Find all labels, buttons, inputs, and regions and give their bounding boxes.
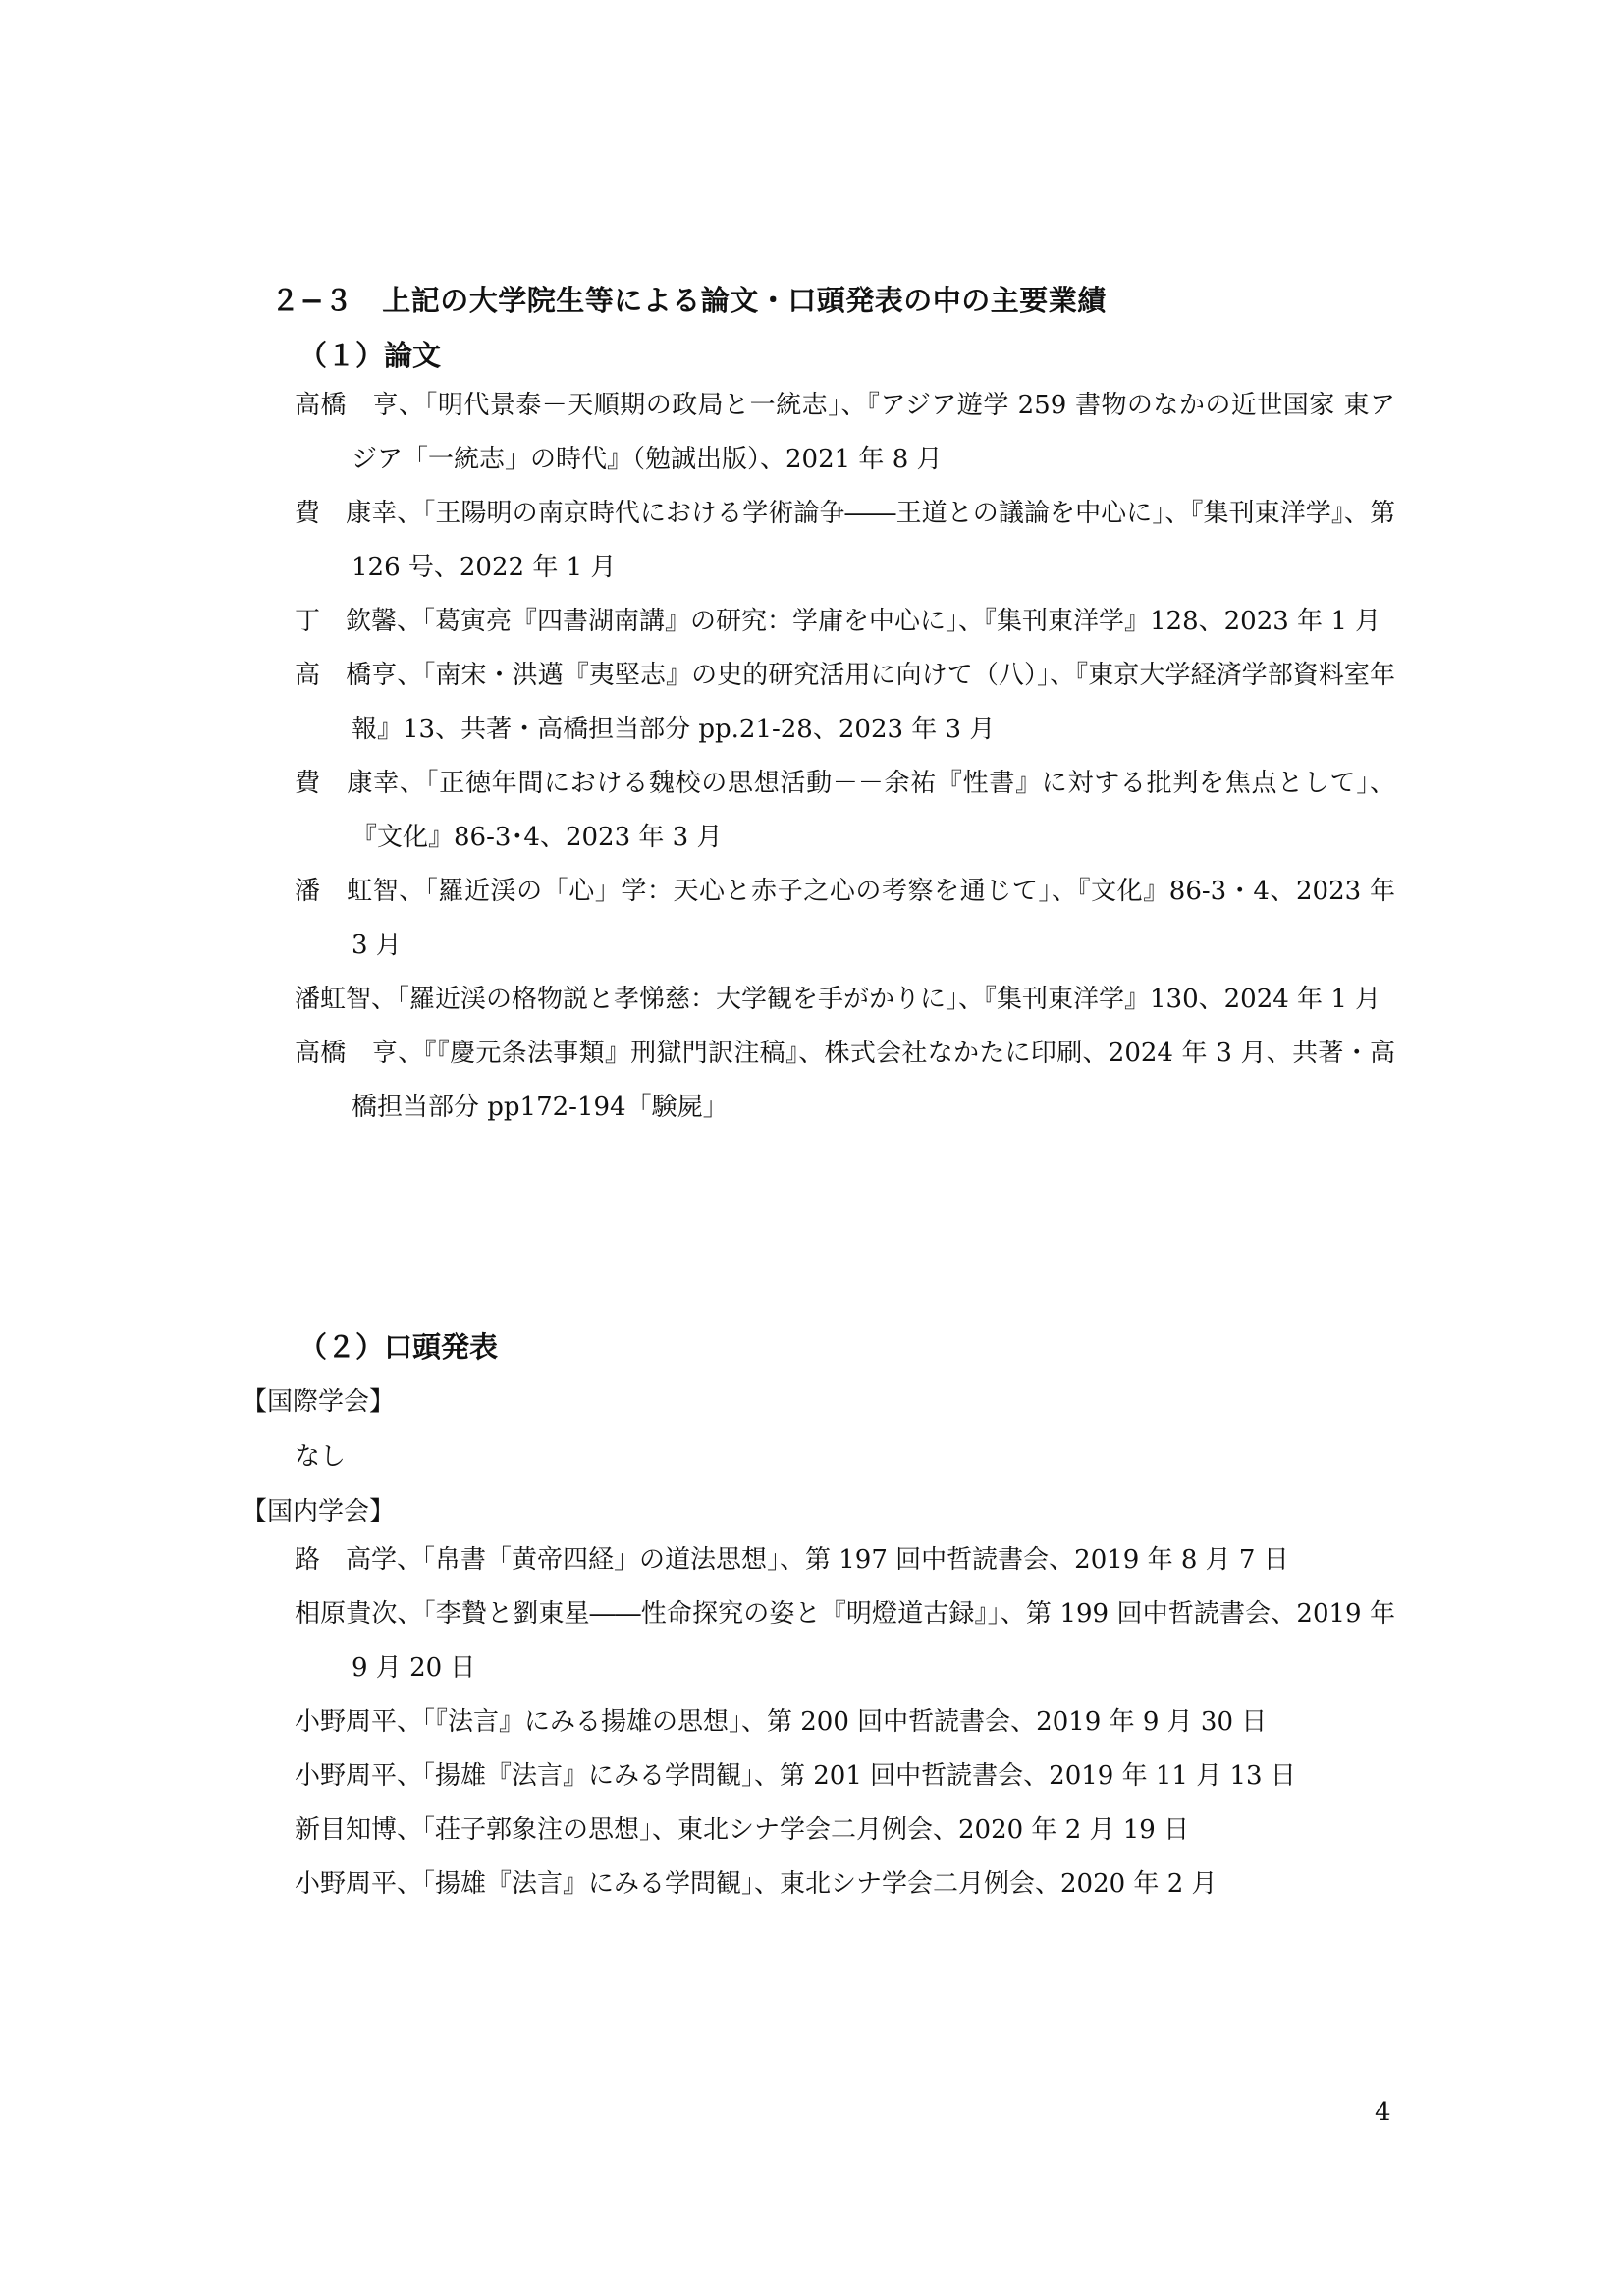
papers-list	[0, 379, 1624, 1135]
presentation-entry: 小野周平、「揚雄『法言』にみる学問観」、東北シナ学会二月例会、2020 年 2 月	[295, 1869, 1218, 1898]
presentation-entry: 小野周平、「揚雄『法言』にみる学問観」、第 201 回中哲読書会、2019 年 11 月 13 日	[295, 1761, 1296, 1790]
domestic-conference-label: 【国内学会】	[242, 1497, 396, 1526]
paper-entry: 費 康幸、「王陽明の南京時代における学術論争――王道との議論を中心に」、『集刊東洋学』、第 126 号、2022 年 1 月	[295, 499, 1395, 582]
presentation-entry: 小野周平、「『法言』にみる揚雄の思想」、第 200 回中哲読書会、2019 年 9 月 30 日	[295, 1707, 1268, 1736]
section-heading: ２−３ 上記の大学院生等による論文・口頭発表の中の主要業績	[271, 284, 1107, 317]
paper-entry: 潘虹智、「羅近渓の格物説と孝悌慈：大学観を手がかりに」、『集刊東洋学』130、2024 年 1 月	[295, 985, 1381, 1014]
paper-entry: 高橋 亨、「明代景泰－天順期の政局と一統志」、『アジア遊学 259 書物のなかの近世国家 東アジア「一統志」の時代』（勉誠出版）、2021 年 8 月	[295, 391, 1395, 474]
presentations-heading: （２）口頭発表	[298, 1330, 499, 1363]
international-conference-label: 【国際学会】	[242, 1387, 396, 1416]
page-number: 4	[1375, 2098, 1391, 2127]
paper-entry: 潘 虹智、「羅近渓の「心」学：天心と赤子之心の考察を通じて」、『文化』86-3・4、2023 年 3 月	[295, 877, 1395, 960]
paper-entry: 費 康幸、「正徳年間における魏校の思想活動－－余祐『性書』に対する批判を焦点として」、『文化』86-3･4、2023 年 3 月	[295, 769, 1395, 852]
paper-entry: 丁 欽馨、「葛寅亮『四書湖南講』の研究：学庸を中心に」、『集刊東洋学』128、2023 年 1 月	[295, 607, 1381, 636]
presentation-entry: 新目知博、「荘子郭象注の思想」、東北シナ学会二月例会、2020 年 2 月 19 日	[295, 1815, 1190, 1844]
presentations-list	[0, 1533, 1624, 1911]
presentation-entry: 路 高学、「帛書「黄帝四経」の道法思想」、第 197 回中哲読書会、2019 年 8 月 7 日	[295, 1545, 1289, 1575]
paper-entry: 高 橋亨、「南宋・洪邁『夷堅志』の史的研究活用に向けて（八）」、『東京大学経済学部資料室年報』13、共著・高橋担当部分 pp.21-28、2023 年 3 月	[295, 661, 1395, 744]
papers-heading: （１）論文	[298, 339, 442, 372]
international-none-text: なし	[295, 1442, 347, 1471]
presentation-entry: 相原貴次、「李贄と劉東星――性命探究の姿と『明燈道古録』」、第 199 回中哲読書会、2019 年 9 月 20 日	[295, 1599, 1395, 1682]
paper-entry: 高橋 亨、『『慶元条法事類』刑獄門訳注稿』、株式会社なかたに印刷、2024 年 3 月、共著・高橋担当部分 pp172-194「験屍」	[295, 1039, 1395, 1122]
